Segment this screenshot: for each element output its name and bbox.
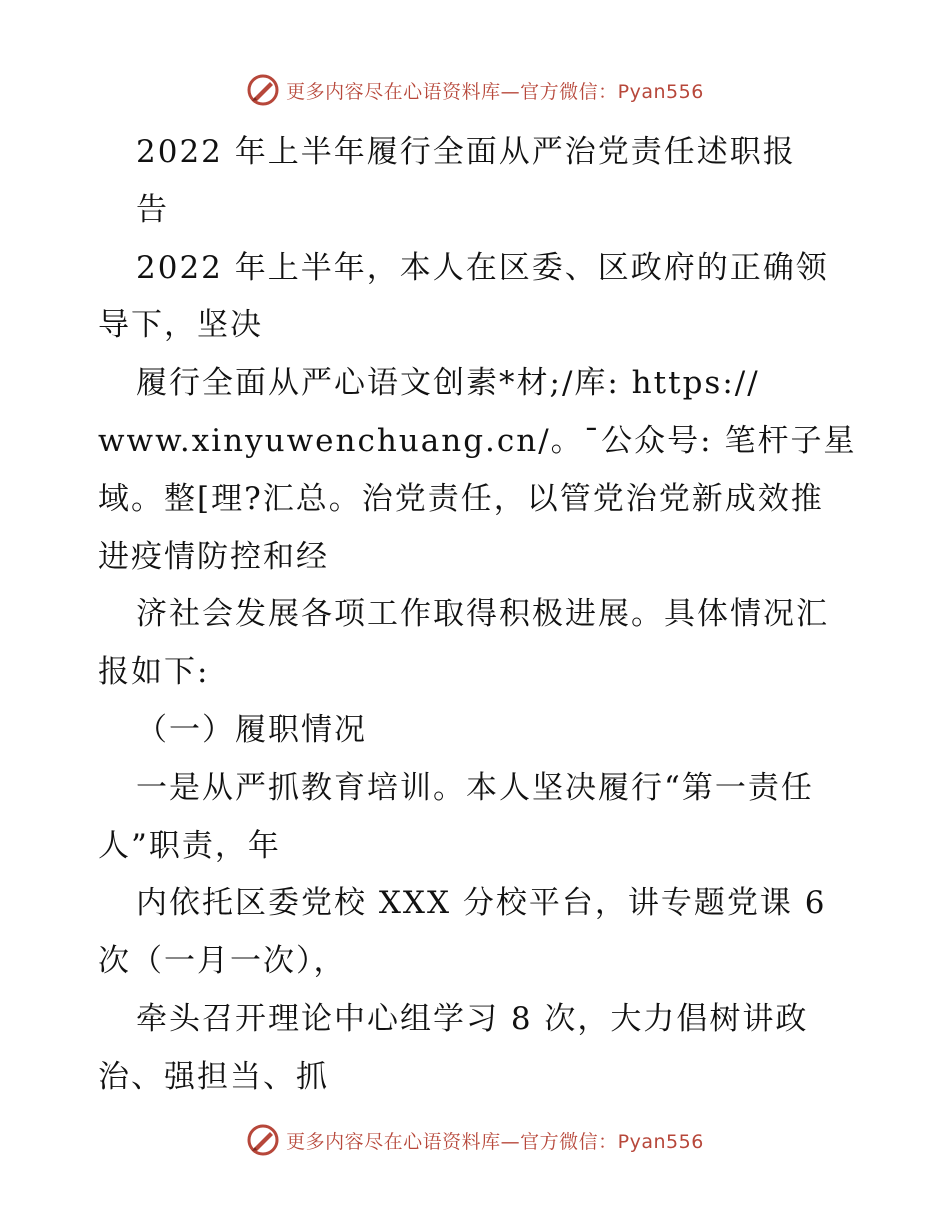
doc-paragraph-line: 进疫情防控和经 (98, 538, 329, 575)
doc-paragraph-line: 人”职责，年 (98, 827, 281, 864)
doc-paragraph-line: 一是从严抓教育培训。本人坚决履行“第一责任 (136, 769, 814, 806)
doc-title-line-2: 告 (136, 191, 169, 228)
header-watermark-banner (0, 70, 950, 110)
footer-watermark-banner (0, 1120, 950, 1160)
doc-title-line-1: 2022 年上半年履行全面从严治党责任述职报 (136, 134, 796, 170)
document-body (98, 124, 858, 1107)
pen-logo-icon (246, 1123, 280, 1157)
doc-paragraph-line: 导下，坚决 (98, 307, 263, 344)
doc-paragraph-line: 次（一月一次）， (98, 943, 347, 980)
doc-paragraph-line: www.xinyuwenchuang.cn/。¯公众号: 笔杆子星 (98, 422, 857, 459)
doc-paragraph-line: 域。整[理?汇总。治党责任，以管党治党新成效推 (98, 480, 824, 517)
doc-paragraph-line: 2022 年上半年，本人在区委、区政府的正确领 (136, 249, 829, 286)
doc-paragraph-line: 治、强担当、抓 (98, 1058, 329, 1095)
doc-paragraph-line: 济社会发展各项工作取得积极进展。具体情况汇 (136, 596, 829, 633)
doc-paragraph-line: 履行全面从严心语文创素*材;/库: https:// (136, 365, 760, 402)
pen-logo-icon (246, 73, 280, 107)
doc-paragraph-line: 牵头召开理论中心组学习 8 次，大力倡树讲政 (136, 1000, 809, 1037)
doc-paragraph-line: 报如下: (98, 654, 210, 691)
watermark-text: 更多内容尽在心语资料库—官方微信：Pyan556 (286, 1130, 704, 1153)
doc-section-heading: （一）履职情况 (136, 711, 367, 748)
doc-paragraph-line: 内依托区委党校 XXX 分校平台，讲专题党课 6 (136, 885, 827, 922)
watermark-text: 更多内容尽在心语资料库—官方微信：Pyan556 (286, 80, 704, 103)
